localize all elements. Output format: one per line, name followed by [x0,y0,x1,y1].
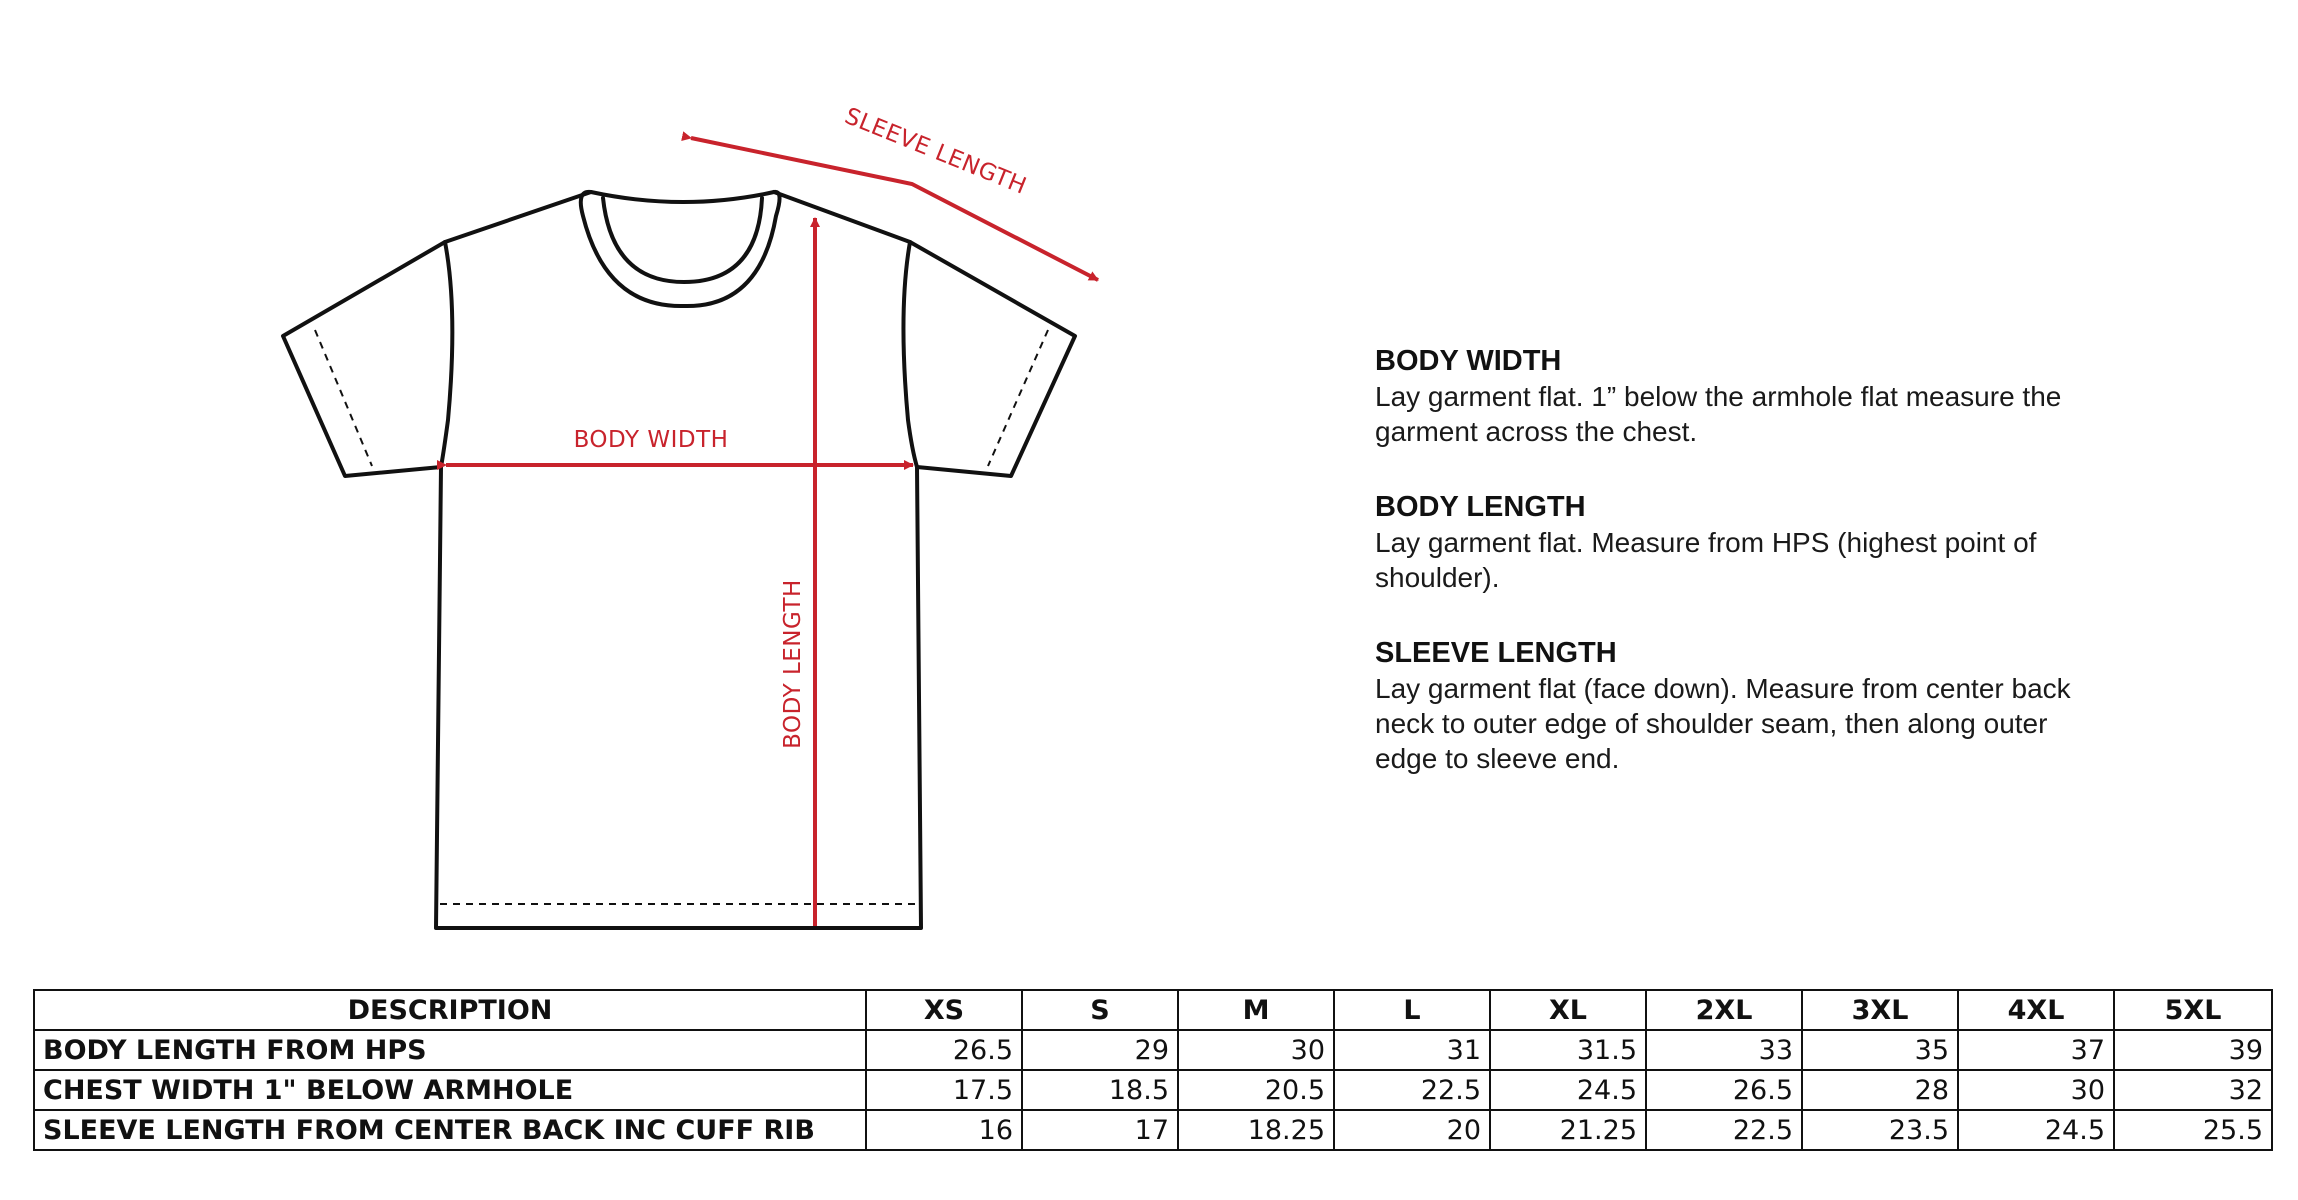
column-header-3xl: 3XL [1802,990,1958,1030]
instruction-title: SLEEVE LENGTH [1375,637,1617,669]
instruction-line: shoulder). [1375,562,1500,593]
column-header-4xl: 4XL [1958,990,2114,1030]
table-cell: 23.5 [1802,1110,1958,1150]
table-cell: 22.5 [1646,1110,1802,1150]
table-cell: 30 [1958,1070,2114,1110]
table-cell: 29 [1022,1030,1178,1070]
table-cell: 21.25 [1490,1110,1646,1150]
table-header-row [34,990,2272,1030]
column-header-xl: XL [1490,990,1646,1030]
instruction-title: BODY WIDTH [1375,345,1562,377]
table-cell: 30 [1178,1030,1334,1070]
instruction-text [1375,379,2155,449]
tshirt-outline [283,192,1075,928]
instruction-text [1375,525,2155,595]
instruction-title: BODY LENGTH [1375,491,1586,523]
column-header-xs: XS [866,990,1022,1030]
table-cell: 33 [1646,1030,1802,1070]
instruction-body-width [1375,343,2155,449]
sleeve-length-arrow [691,138,1098,280]
size-chart-table [33,989,2273,1151]
instruction-body-length [1375,489,2155,595]
instruction-text [1375,671,2155,776]
table-cell: 25.5 [2114,1110,2272,1150]
table-cell: 17.5 [866,1070,1022,1110]
column-header-l: L [1334,990,1490,1030]
tshirt-body-outline [283,192,1075,928]
table-cell: 39 [2114,1030,2272,1070]
stitch-lines [315,330,1048,904]
table-cell: 20 [1334,1110,1490,1150]
table-cell: 35 [1802,1030,1958,1070]
instruction-line: edge to sleeve end. [1375,743,1620,774]
instruction-sleeve-length [1375,635,2155,776]
table-cell: 17 [1022,1110,1178,1150]
sleeve-length-label: SLEEVE LENGTH [841,103,1031,200]
measuring-instructions [1375,343,2155,816]
instruction-line: garment across the chest. [1375,416,1698,447]
right-armhole-seam [903,242,917,467]
table-cell: 16 [866,1110,1022,1150]
body-width-label: BODY WIDTH [573,427,729,453]
table-cell: 31 [1334,1030,1490,1070]
table-row [34,1110,2272,1150]
right-sleeve-hem-stitch [988,330,1048,466]
left-armhole-seam [441,242,452,467]
instruction-line: Lay garment flat. Measure from HPS (highest point of [1375,527,2037,558]
column-header-m: M [1178,990,1334,1030]
table-cell: 24.5 [1958,1110,2114,1150]
left-sleeve-hem-stitch [315,330,372,466]
table-cell: 20.5 [1178,1070,1334,1110]
row-description: BODY LENGTH FROM HPS [34,1030,866,1070]
table-cell: 18.5 [1022,1070,1178,1110]
instruction-line: neck to outer edge of shoulder seam, then along outer [1375,708,2048,739]
instruction-line: Lay garment flat (face down). Measure from center back [1375,673,2071,704]
column-header-2xl: 2XL [1646,990,1802,1030]
instruction-line: Lay garment flat. 1” below the armhole flat measure the [1375,381,2062,412]
table-cell: 18.25 [1178,1110,1334,1150]
table-row [34,1070,2272,1110]
measurement-arrows [446,138,1098,926]
row-description: SLEEVE LENGTH FROM CENTER BACK INC CUFF RIB [34,1110,866,1150]
column-header-5xl: 5XL [2114,990,2272,1030]
collar-inner [603,198,762,282]
table-cell: 28 [1802,1070,1958,1110]
table-cell: 22.5 [1334,1070,1490,1110]
column-header-s: S [1022,990,1178,1030]
row-description: CHEST WIDTH 1" BELOW ARMHOLE [34,1070,866,1110]
table-cell: 37 [1958,1030,2114,1070]
table-cell: 26.5 [1646,1070,1802,1110]
table-cell: 32 [2114,1070,2272,1110]
table-cell: 31.5 [1490,1030,1646,1070]
table-cell: 24.5 [1490,1070,1646,1110]
table-row [34,1030,2272,1070]
body-length-label: BODY LENGTH [780,579,806,749]
table-cell: 26.5 [866,1030,1022,1070]
column-header-description: DESCRIPTION [34,990,866,1030]
